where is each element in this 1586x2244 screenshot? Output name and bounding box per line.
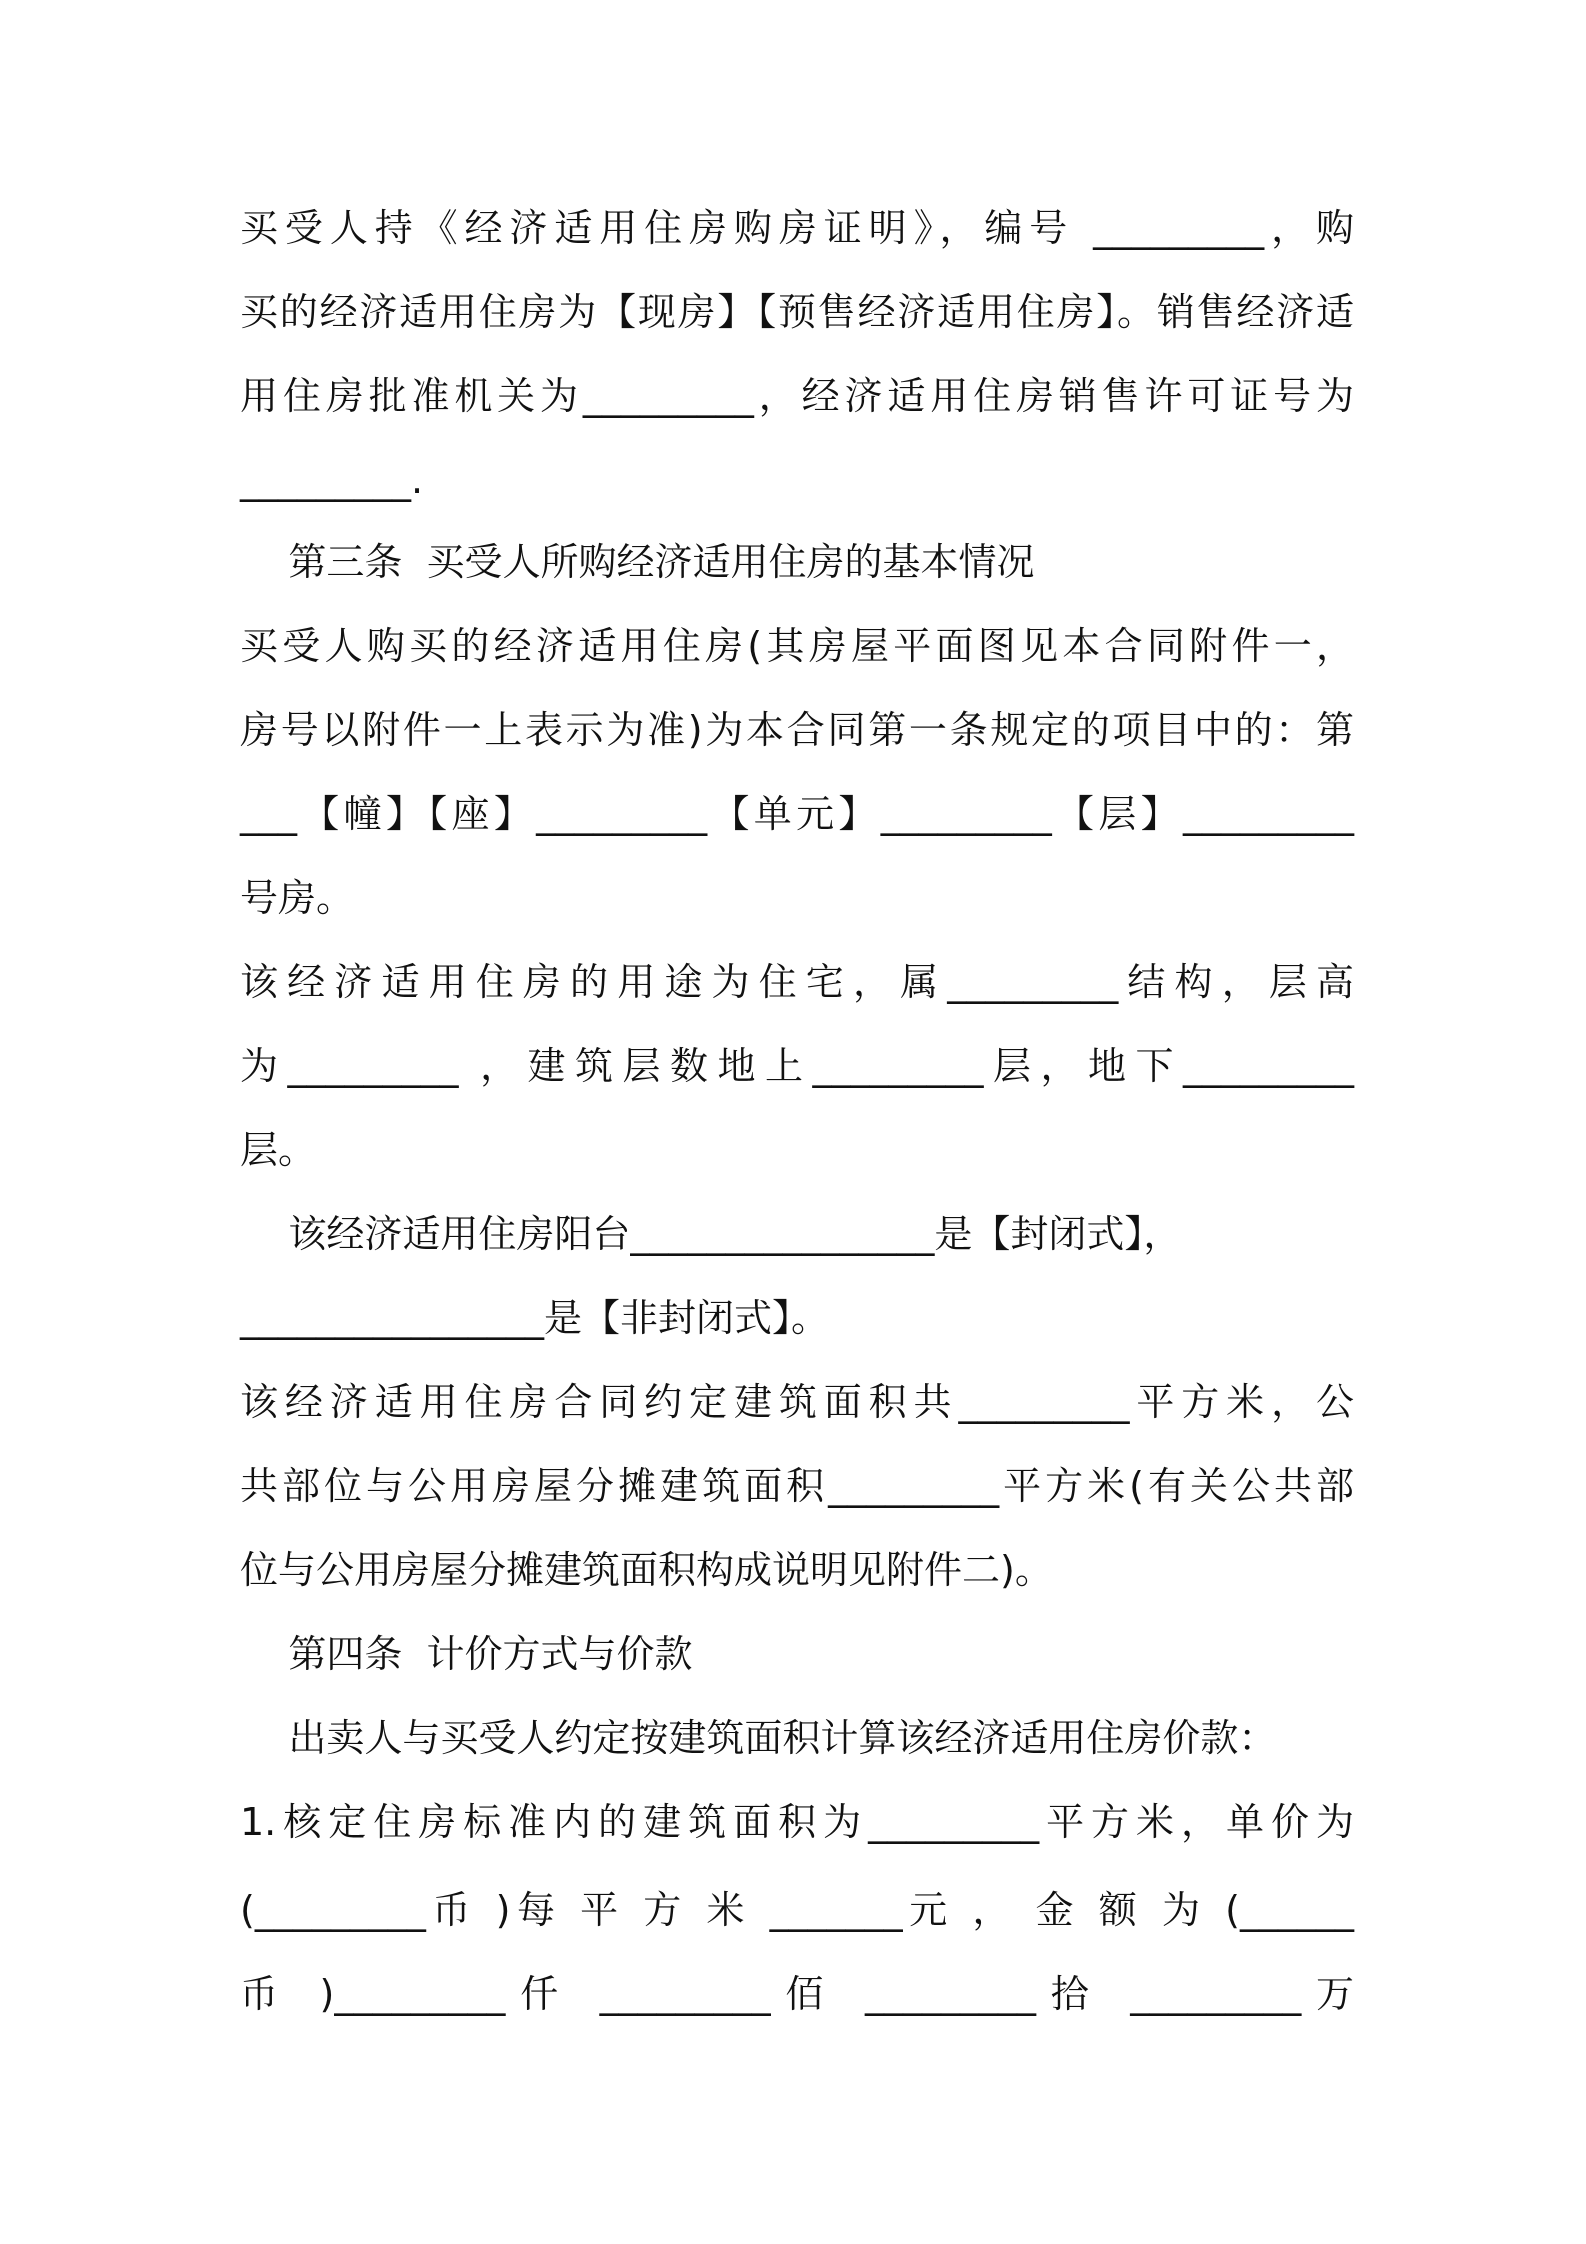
text-line: ________________是【非封闭式】。 <box>240 1296 830 1340</box>
text-line: 为_________ ，建筑层数地上_________层，地下_________ <box>240 1044 1354 1088</box>
text-line: 房号以附件一上表示为准)为本合同第一条规定的项目中的：第 <box>240 708 1354 752</box>
text-line: _________. <box>240 458 424 502</box>
text-line: 该经济适用住房的用途为住宅，属_________结构，层高 <box>240 960 1354 1004</box>
article-heading: 第四条 计价方式与价款 <box>240 1632 693 1676</box>
text-line: 共部位与公用房屋分摊建筑面积_________平方米(有关公共部 <box>240 1464 1354 1508</box>
text-line: 用住房批准机关为_________，经济适用住房销售许可证号为 <box>240 374 1354 418</box>
text-line: 该经济适用住房合同约定建筑面积共_________平方米，公 <box>240 1380 1354 1424</box>
text-line: (_________币 )每 平 方 米 _______元 ， 金 额 为 (______ <box>240 1888 1354 1932</box>
text-line: 买受人购买的经济适用住房(其房屋平面图见本合同附件一， <box>240 624 1354 668</box>
text-line: 位与公用房屋分摊建筑面积构成说明见附件二)。 <box>240 1548 1053 1592</box>
text-line: 该经济适用住房阳台________________是【封闭式】， <box>240 1212 1182 1256</box>
text-line: 买受人持《经济适用住房购房证明》，编号 _________，购 <box>240 206 1354 250</box>
article-heading: 第三条 买受人所购经济适用住房的基本情况 <box>240 540 1035 584</box>
text-line: 买的经济适用住房为【现房】【预售经济适用住房】。销售经济适 <box>240 290 1354 334</box>
text-line: 层。 <box>240 1128 317 1172</box>
text-line: 出卖人与买受人约定按建筑面积计算该经济适用住房价款： <box>240 1716 1277 1760</box>
text-line: 号房。 <box>240 876 355 920</box>
text-line: 1.核定住房标准内的建筑面积为_________平方米，单价为 <box>240 1800 1354 1844</box>
text-line: 币 )_________仟 _________佰 _________拾 _________万 <box>240 1972 1354 2016</box>
text-line: ___【幢】【座】_________【单元】_________【层】_________ <box>240 792 1354 836</box>
